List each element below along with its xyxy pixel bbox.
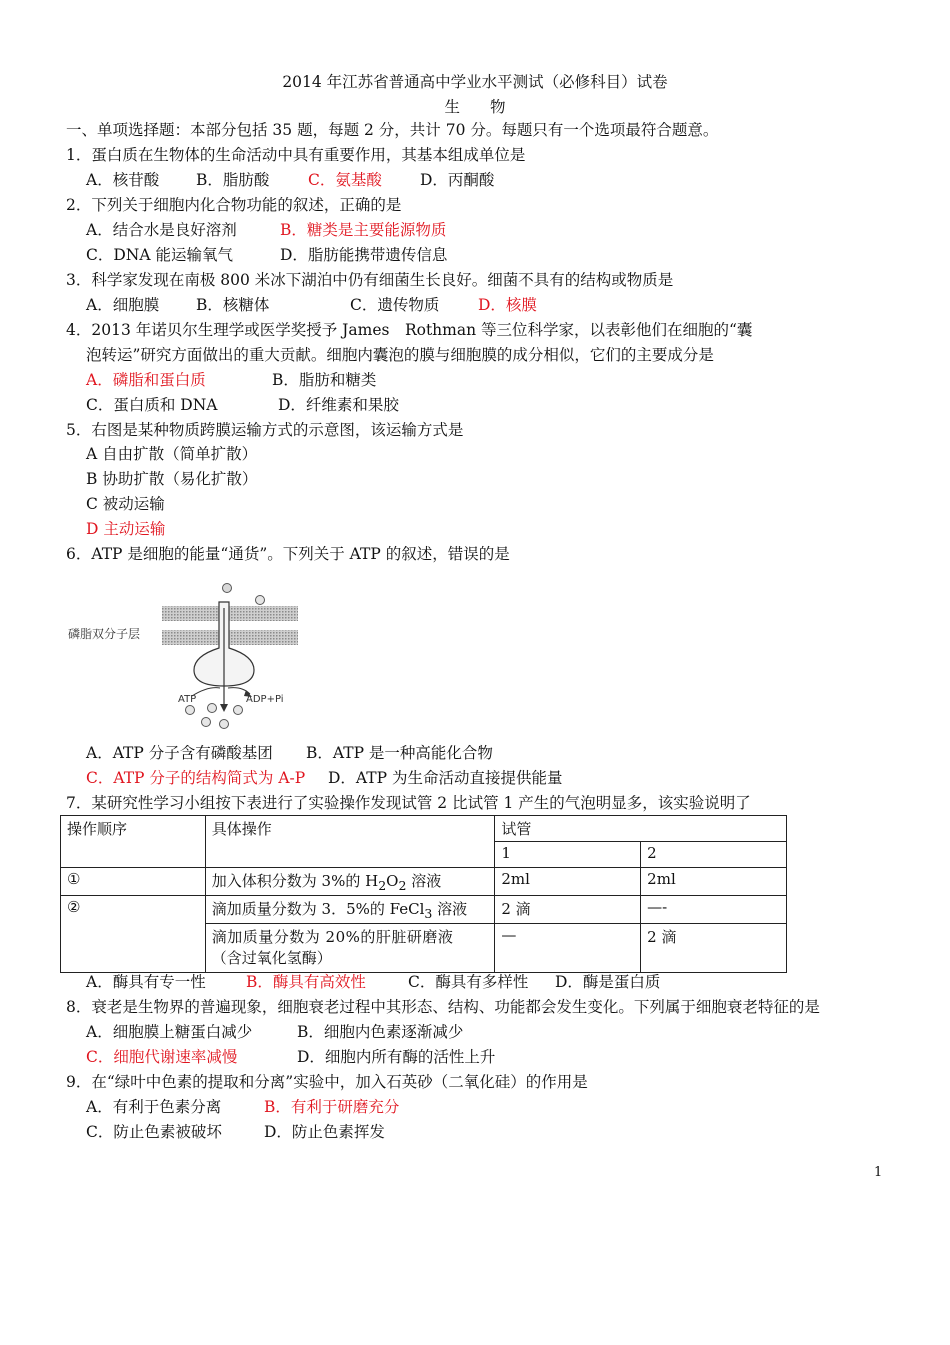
table-cell: —-: [641, 896, 787, 924]
option: D．细胞内所有酶的活性上升: [297, 1048, 496, 1066]
option: A．结合水是良好溶剂: [86, 221, 237, 239]
table-header-cell: 试管: [495, 816, 787, 842]
molecule-particle: [202, 718, 211, 727]
option: C．DNA 能运输氧气: [86, 246, 233, 264]
answer-option: C．氨基酸: [308, 171, 382, 189]
option: B．脂肪酸: [196, 171, 270, 189]
option: B．ATP 是一种高能化合物: [306, 744, 493, 762]
option: D．酶是蛋白质: [555, 973, 661, 991]
option: A 自由扩散（简单扩散）: [86, 445, 258, 463]
table-cell: 滴加质量分数为 3．5%的 FeCl$_3$ 溶液: [205, 896, 495, 924]
option: D．丙酮酸: [420, 171, 495, 189]
option: C．酶具有多样性: [408, 973, 529, 991]
table-cell: ①: [61, 868, 206, 896]
table-header-cell: 2: [641, 842, 787, 868]
membrane-lower-layer: [162, 630, 298, 645]
answer-option: B．有利于研磨充分: [264, 1098, 400, 1116]
option: D．防止色素挥发: [264, 1123, 385, 1141]
option: C 被动运输: [86, 495, 165, 513]
question-stem: 9．在“绿叶中色素的提取和分离”实验中，加入石英砂（二氧化硅）的作用是: [66, 1073, 588, 1091]
answer-option: B．糖类是主要能源物质: [280, 221, 447, 239]
molecule-particle: [234, 706, 243, 715]
table-cell: 加入体积分数为 3%的 $H_2O_2$ 溶液: [205, 868, 495, 896]
option: D．ATP 为生命活动直接提供能量: [328, 769, 563, 787]
answer-option: C．细胞代谢速率减慢: [86, 1048, 238, 1066]
subject-heading: 生物: [444, 98, 536, 116]
option: C．防止色素被破坏: [86, 1123, 222, 1141]
question-stem: 5．右图是某种物质跨膜运输方式的示意图，该运输方式是: [66, 421, 464, 439]
membrane-upper-layer: [162, 606, 298, 621]
question-stem: 4．2013 年诺贝尔生理学或医学奖授予 James Rothman 等三位科学家，以表彰他们在细胞的“囊: [66, 321, 753, 339]
option: A．核苷酸: [86, 171, 160, 189]
table-cell: 2 滴: [495, 896, 641, 924]
option: C．遗传物质: [350, 296, 440, 314]
table-row: [61, 868, 787, 896]
question-stem: 3．科学家发现在南极 800 米冰下湖泊中仍有细菌生长良好。细菌不具有的结构或物质是: [66, 271, 674, 289]
table-cell: 2ml: [641, 868, 787, 896]
question-stem: 6．ATP 是细胞的能量“通货”。下列关于 ATP 的叙述，错误的是: [66, 545, 510, 563]
table-header-cell: 具体操作: [205, 816, 495, 868]
option: C．蛋白质和 DNA: [86, 396, 218, 414]
table-cell: 2 滴: [641, 924, 787, 973]
molecule-particle: [223, 584, 232, 593]
option: B．脂肪和糖类: [272, 371, 377, 389]
membrane-label: 磷脂双分子层: [68, 627, 141, 641]
molecule-particle: [220, 720, 229, 729]
question-stem: 1．蛋白质在生物体的生命活动中具有重要作用，其基本组成单位是: [66, 146, 526, 164]
question-stem: 7．某研究性学习小组按下表进行了实验操作发现试管 2 比试管 1 产生的气泡明显多，该实验说明了: [66, 794, 751, 812]
molecule-particle: [208, 704, 217, 713]
answer-option: B．酶具有高效性: [246, 973, 366, 991]
option: D．脂肪能携带遗传信息: [280, 246, 448, 264]
answer-option: D．核膜: [478, 296, 537, 314]
answer-option: C．ATP 分子的结构简式为 A-P: [86, 769, 306, 787]
experiment-table: [60, 815, 787, 973]
molecule-particle: [256, 596, 265, 605]
option: A．ATP 分子含有磷酸基团: [86, 744, 273, 762]
table-row: [61, 816, 787, 842]
answer-option: A．磷脂和蛋白质: [86, 371, 206, 389]
page-number: 1: [874, 1165, 883, 1180]
table-cell: 2ml: [495, 868, 641, 896]
exam-title: 2014 年江苏省普通高中学业水平测试（必修科目）试卷: [282, 73, 668, 91]
option: A．有利于色素分离: [86, 1098, 222, 1116]
option: B．细胞内色素逐渐减少: [297, 1023, 464, 1041]
table-cell: —: [495, 924, 641, 973]
adp-label: ADP+Pi: [246, 694, 284, 705]
atp-label: ATP: [178, 694, 197, 705]
option: A．酶具有专一性: [86, 973, 206, 991]
molecule-particle: [186, 706, 195, 715]
question-stem-continued: 泡转运”研究方面做出的重大贡献。细胞内囊泡的膜与细胞膜的成分相似，它们的主要成分是: [86, 346, 714, 364]
question-stem: 2．下列关于细胞内化合物功能的叙述，正确的是: [66, 196, 402, 214]
option: A．细胞膜: [86, 296, 160, 314]
option: D．纤维素和果胶: [278, 396, 399, 414]
membrane-transport-diagram: [66, 578, 306, 730]
table-header-cell: 1: [495, 842, 641, 868]
table-row: [61, 896, 787, 924]
transport-arrow: [220, 704, 228, 712]
table-cell: ②: [61, 896, 206, 973]
answer-option: D 主动运输: [86, 520, 166, 538]
table-header-cell: 操作顺序: [61, 816, 206, 868]
table-cell: 滴加质量分数为 20%的肝脏研磨液 （含过氧化氢酶）: [205, 924, 495, 973]
option: B．核糖体: [196, 296, 270, 314]
question-stem: 8．衰老是生物界的普遍现象，细胞衰老过程中其形态、结构、功能都会发生变化。下列属于细胞衰老特征的是: [66, 998, 820, 1016]
section-heading: 一、单项选择题：本部分包括 35 题，每题 2 分，共计 70 分。每题只有一个选项最符合题意。: [66, 121, 719, 139]
option: B 协助扩散（易化扩散）: [86, 470, 258, 488]
option: A．细胞膜上糖蛋白减少: [86, 1023, 253, 1041]
